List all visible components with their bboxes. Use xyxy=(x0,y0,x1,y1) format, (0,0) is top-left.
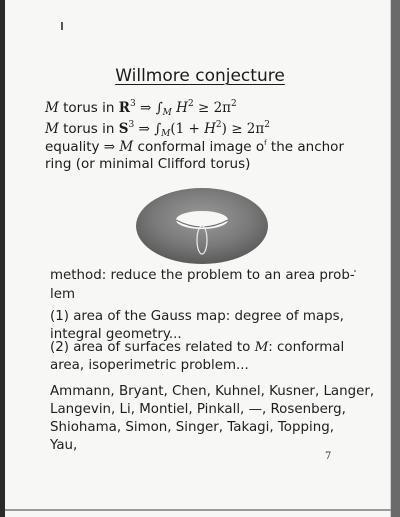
page-number: 7 xyxy=(325,451,332,462)
item2-line-2: area, isoperimetric problem... xyxy=(50,358,249,373)
torus-icon xyxy=(134,186,270,266)
torus-illustration xyxy=(134,186,270,266)
statement-s3: M torus in $S^3$ ⇒ $\int_M(1 + H^2) \ge 2\pi^2$ xyxy=(45,120,270,139)
method-line-2: lem xyxy=(50,287,76,302)
item1-line-1: (1) area of the Gauss map: degree of maps, xyxy=(50,309,344,324)
statement-r3: M torus in $R^3$ ⇒ $\int_M$ $H^2 \ge 2\pi^2$ xyxy=(45,99,237,118)
slide-title: Willmore conjecture xyxy=(115,66,285,86)
page-bottom-edge xyxy=(5,509,391,511)
method-line-1: method: reduce the problem to an area prob- xyxy=(50,268,355,283)
equality-statement: equality ⇒ M conformal image $o^f$ the anchor xyxy=(45,139,344,155)
item2-line-1: (2) area of surfaces related to M: conformal xyxy=(50,340,345,355)
names-line-1: Ammann, Bryant, Chen, Kuhnel, Kusner, Langer, xyxy=(50,384,375,399)
scan-speck xyxy=(61,22,63,30)
names-line-4: Yau, xyxy=(50,438,78,453)
names-line-3: Shiohama, Simon, Singer, Takagi, Topping, xyxy=(50,420,334,435)
names-line-2: Langevin, Li, Montiel, Pinkall, —, Rosenberg, xyxy=(50,402,346,417)
equality-statement-cont: ring (or minimal Clifford torus) xyxy=(45,156,251,172)
item1-line-2: integral geometry... xyxy=(50,327,182,342)
